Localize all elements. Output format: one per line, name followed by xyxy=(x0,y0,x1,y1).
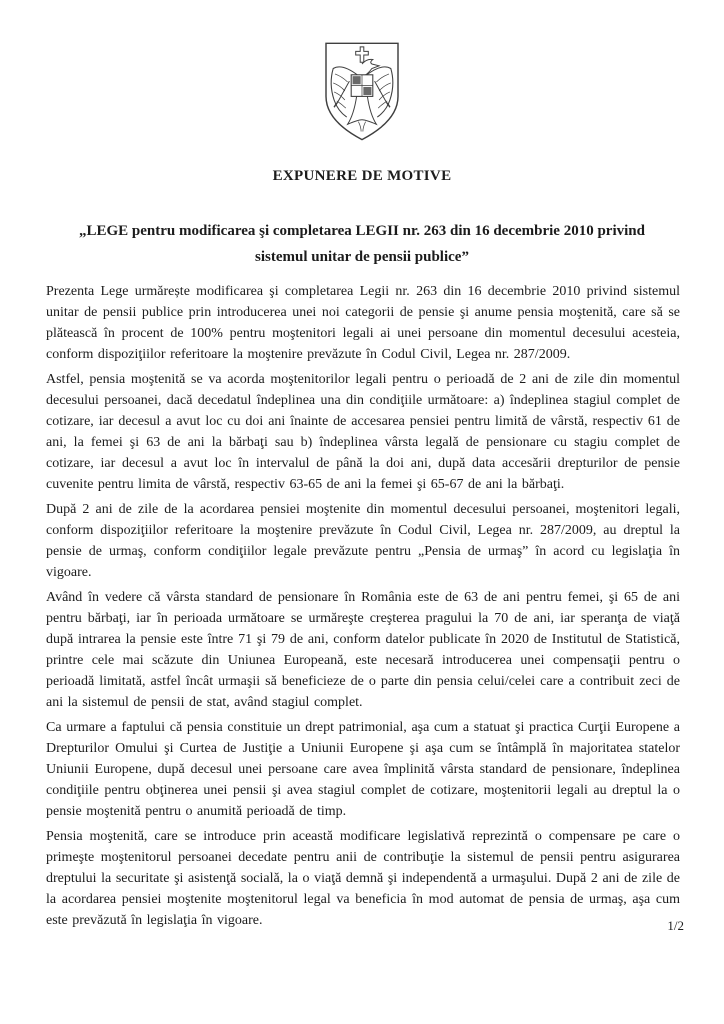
document-body xyxy=(46,281,680,931)
document-title: EXPUNERE DE MOTIVE xyxy=(272,168,452,184)
paragraph-6: Pensia moştenită, care se introduce prin această modificare legislativă reprezintă o compensare pe care o primeşte moştenitorul persoanei decedate pentru anii de contribuţie la sistemul de pensii pentru asigurarea dreptului la securitate şi asistenţă socială, la o viaţă demnă şi independentă a urmaşului. După 2 ani de zile de la acordarea pensiei moştenite moştenitorul legal va beneficia în mod automat de pensia de urmaş, aşa cum este prevăzută în legislaţia în vigoare. xyxy=(46,829,680,928)
paragraph-3: După 2 ani de zile de la acordarea pensiei moştenite din momentul decesului persoanei, moştenitori legali, conform dispoziţiilor referitoare la moştenire prevăzute în Codul Civil, Legea nr. 287/2009, au dreptul la pensie de urmaş, conform condiţiilor legale prevăzute pentru „Pensia de urmaş” în acord cu legislaţia în vigoare. xyxy=(46,502,680,580)
page-number: 1/2 xyxy=(667,918,684,933)
paragraph-2: Astfel, pensia moştenită se va acorda moştenitorilor legali pentru o perioadă de 2 ani de zile din momentul decesului persoanei, dacă decedatul îndeplinea una din condiţiile următoare: a) îndeplinea stagiul complet de cotizare, iar decesul a avut loc cu doi ani înainte de accesarea pensiei pentru limită de vârstă, respectiv 61 de ani, la femei şi 63 de ani la bărbaţi sau b) îndeplinea vârsta legală de pensionare cu stagiu complet de cotizare, iar decesul a avut loc în intervalul de până la doi ani, după data accesării drepturilor de pensie cuvenite pentru limita de vârstă, respectiv 63-65 de ani la femei şi 65-67 de ani la bărbaţi. xyxy=(46,372,680,492)
paragraph-1: Prezenta Lege urmărește modificarea şi completarea Legii nr. 263 din 16 decembrie 2010 privind sistemul unitar de pensii publice prin introducerea unei noi categorii de pensie şi anume pensia moştenită, care să se plătească în procent de 100% pentru moştenitori legali ai unei persoane din momentul decesului acesteia, conform dispoziţiilor referitoare la moştenire prevăzute în Codul Civil, Legea nr. 287/2009. xyxy=(46,284,680,362)
paragraph-5: Ca urmare a faptului că pensia constituie un drept patrimonial, aşa cum a statuat şi practica Curţii Europene a Drepturilor Omului şi Curtea de Justiţie a Uniunii Europene şi aşa cum se întâmplă în majoritatea statelor Uniunii Europene, după decesul unei persoane care avea împlinită vârsta standard de pensionare, îndeplinea condiţiile pentru obţinerea unei pensii şi avea stagiul complet de cotizare, moştenitorii legali au dreptul la o pensie moştenită pentru o anumită perioadă de timp. xyxy=(46,720,680,819)
romanian-coat-of-arms-icon xyxy=(317,36,407,146)
law-title: „LEGE pentru modificarea şi completarea LEGII nr. 263 din 16 decembrie 2010 privind sistemul unitar de pensii publice” xyxy=(79,223,645,265)
paragraph-4: Având în vedere că vârsta standard de pensionare în România este de 63 de ani pentru femei, şi 65 de ani pentru bărbaţi, iar în perioada următoare se urmăreşte creşterea pragului la 70 de ani, iar speranţa de viaţă după intrarea la pensie este între 71 şi 79 de ani, conform datelor publicate în 2020 de Institutul de Statistică, printre cele mai scăzute din Uniunea Europeană, este necesară introducerea unei compensaţii pentru o perioadă limitată, astfel încât urmaşii să beneficieze de o parte din pensia celui/celei care a contribuit zeci de ani la sistemul de pensii de stat, având stagiul complet. xyxy=(46,590,680,710)
